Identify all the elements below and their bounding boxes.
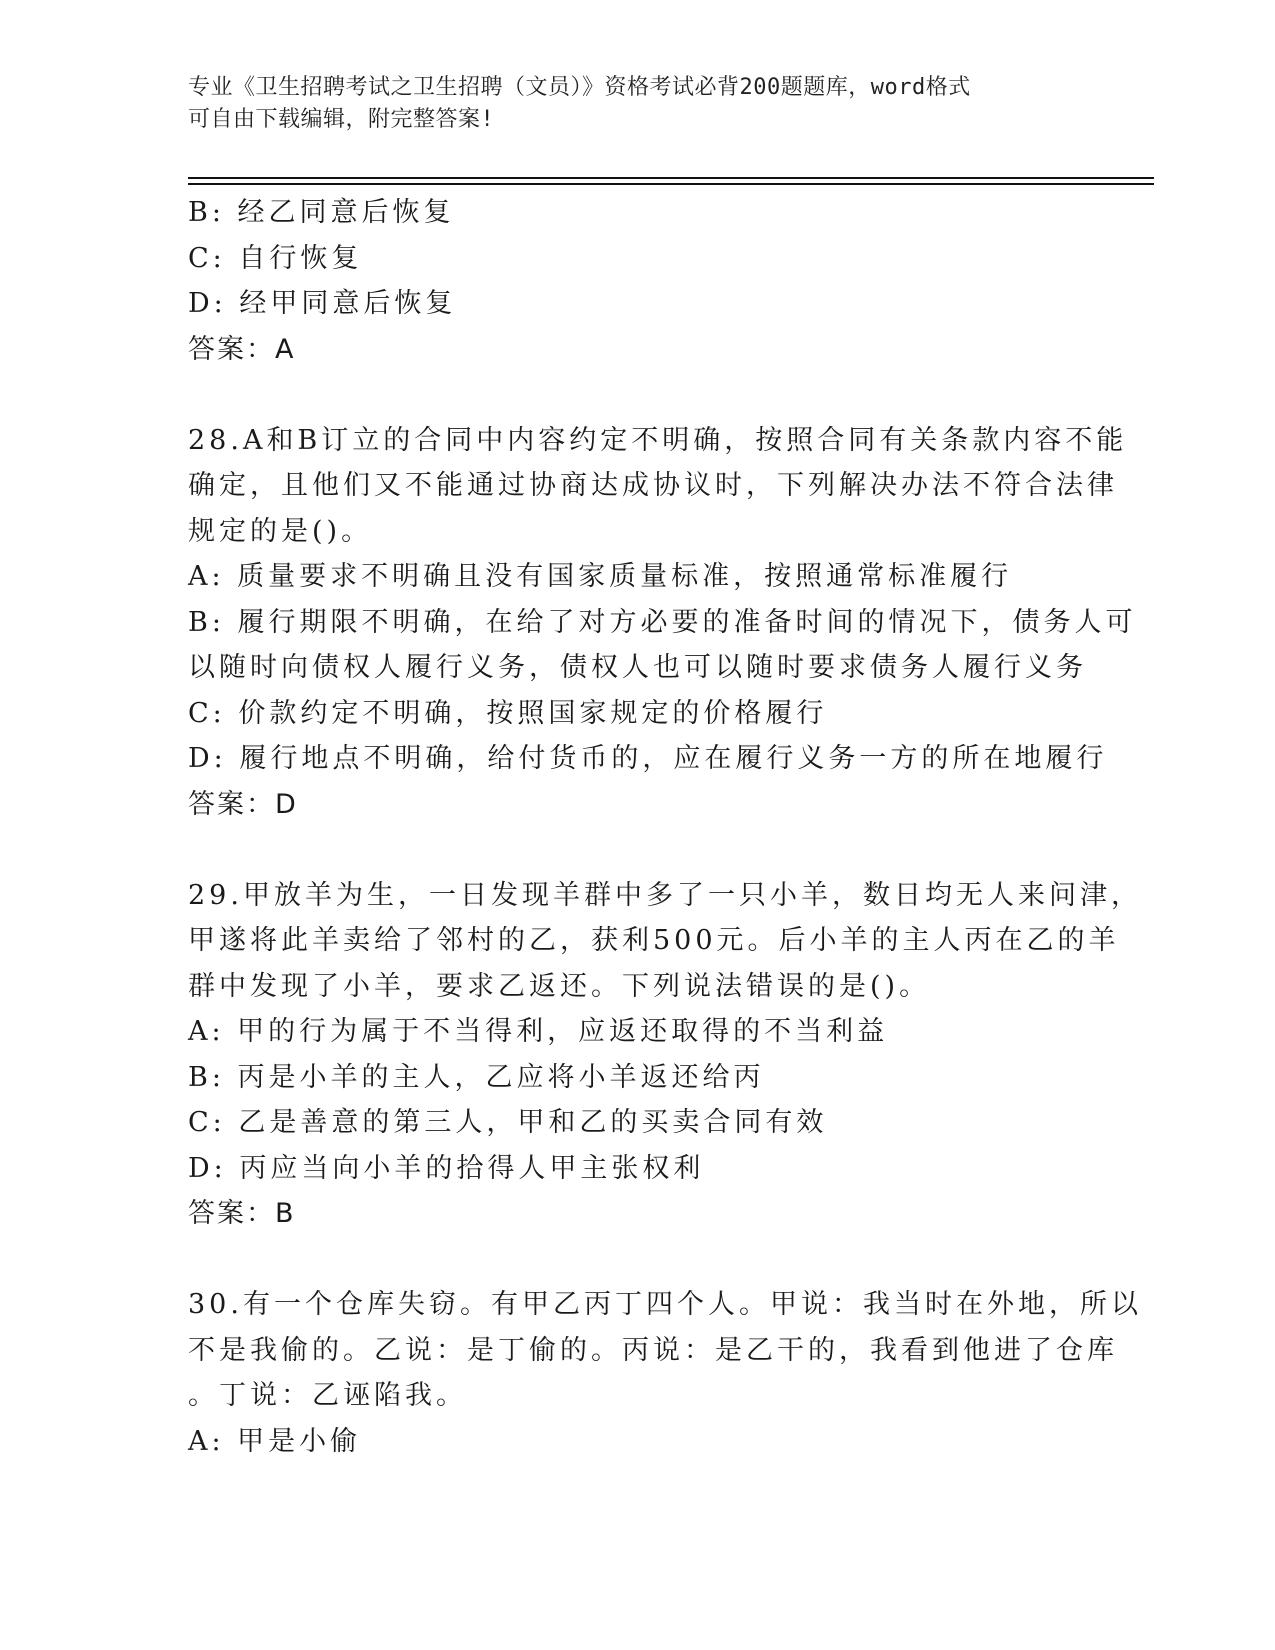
q29-stem-line-3: 群中发现了小羊，要求乙返还。下列说法错误的是()。	[188, 970, 931, 1002]
q28-stem-line-3: 规定的是()。	[188, 515, 373, 547]
q30-stem-line-3: 。丁说：乙诬陷我。	[188, 1380, 467, 1411]
header-rule-bottom	[188, 183, 1154, 185]
q29-stem-line-1: 29.甲放羊为生，一日发现羊群中多了一只小羊，数日均无人来问津，	[188, 879, 1142, 911]
q28-option-c: C: 价款约定不明确，按照国家规定的价格履行	[188, 697, 828, 729]
q29-option-c: C: 乙是善意的第三人，甲和乙的买卖合同有效	[188, 1107, 828, 1138]
prev-question-answer: 答案：A	[188, 333, 296, 365]
q30-option-a: A: 甲是小偷	[188, 1425, 362, 1457]
spacer	[188, 827, 1088, 873]
q29-option-b: B: 丙是小羊的主人，乙应将小羊返还给丙	[188, 1061, 765, 1093]
header-rule-top	[188, 177, 1154, 179]
q28-option-d: D: 履行地点不明确，给付货币的，应在履行义务一方的所在地履行	[188, 743, 1108, 774]
spacer	[188, 372, 1088, 418]
prev-question-option-b: B: 经乙同意后恢复	[188, 197, 455, 228]
q29-option-a: A: 甲的行为属于不当得利，应返还取得的不当利益	[188, 1016, 889, 1047]
q28-option-a: A: 质量要求不明确且没有国家质量标准，按照通常标准履行	[188, 561, 1013, 592]
header-title-line-1: 专业《卫生招聘考试之卫生招聘（文员）》资格考试必背200题题库，word格式	[188, 75, 971, 100]
document-body	[188, 190, 1142, 1464]
q28-answer: 答案：D	[188, 788, 298, 820]
q29-option-d: D: 丙应当向小羊的拾得人甲主张权利	[188, 1152, 705, 1184]
document-header	[188, 72, 1068, 136]
q28-stem-line-2: 确定，且他们又不能通过协商达成协议时，下列解决办法不符合法律	[188, 470, 1118, 501]
q30-stem-line-1: 30.有一个仓库失窃。有甲乙丙丁四个人。甲说：我当时在外地，所以	[188, 1289, 1142, 1320]
q28-option-b-line-1: B: 履行期限不明确，在给了对方必要的准备时间的情况下，债务人可	[188, 606, 1137, 638]
q30-stem-line-2: 不是我偷的。乙说：是丁偷的。丙说：是乙干的，我看到他进了仓库	[188, 1334, 1118, 1366]
q29-stem-line-2: 甲遂将此羊卖给了邻村的乙，获利500元。后小羊的主人丙在乙的羊	[188, 925, 1120, 956]
q28-option-b-line-2: 以随时向债权人履行义务，债权人也可以随时要求债务人履行义务	[188, 652, 1087, 683]
prev-question-option-d: D: 经甲同意后恢复	[188, 288, 457, 319]
prev-question-option-c: C: 自行恢复	[188, 242, 363, 274]
q29-answer: 答案：B	[188, 1198, 296, 1229]
q28-stem-line-1: 28.A和B订立的合同中内容约定不明确，按照合同有关条款内容不能	[188, 424, 1128, 456]
header-title-line-2: 可自由下载编辑，附完整答案!	[188, 107, 495, 132]
spacer	[188, 1237, 1088, 1283]
